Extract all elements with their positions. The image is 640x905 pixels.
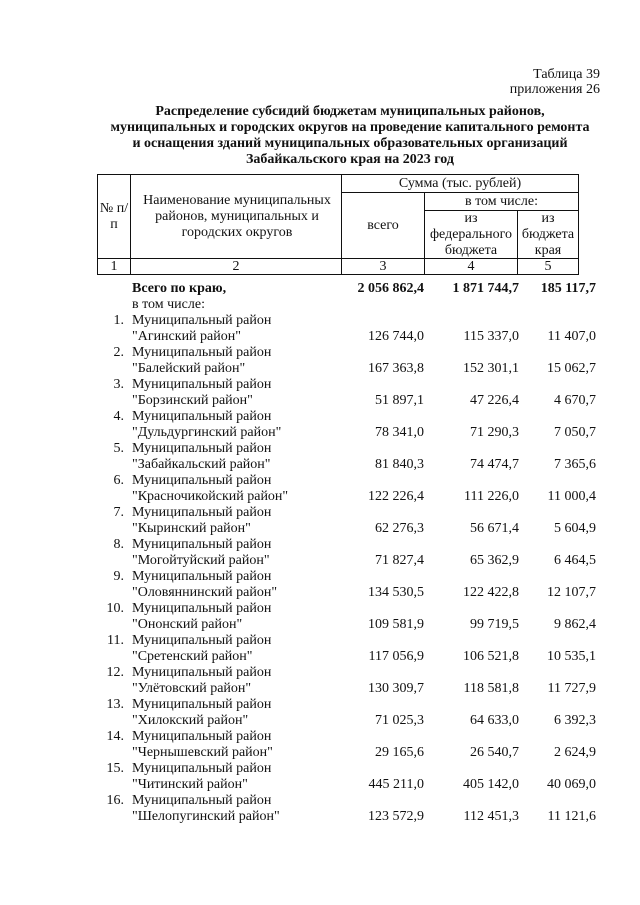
row-name-line2: "Кыринский район" — [132, 521, 251, 536]
row-name-line1: Муниципальный район — [132, 665, 272, 680]
row-total: 445 211,0 — [368, 777, 424, 792]
row-federal: 118 581,8 — [463, 681, 519, 696]
row-total: 51 897,1 — [375, 393, 424, 408]
row-name-line1: Муниципальный район — [132, 537, 272, 552]
row-federal: 65 362,9 — [470, 553, 519, 568]
total-label: Всего по краю, — [132, 281, 227, 296]
title-line: муниципальных и городских округов на проведение капитального ремонта — [110, 120, 590, 135]
row-name-line1: Муниципальный район — [132, 697, 272, 712]
row-name-line2: "Сретенский район" — [132, 649, 253, 664]
row-total: 167 363,8 — [368, 361, 424, 376]
row-number: 8. — [113, 537, 124, 552]
row-name-line1: Муниципальный район — [132, 345, 272, 360]
total-regional: 185 117,7 — [540, 281, 596, 296]
row-total: 29 165,6 — [375, 745, 424, 760]
column-number: 5 — [544, 258, 552, 274]
including-label: в том числе: — [132, 297, 205, 312]
header-num: № п/п — [99, 200, 129, 232]
table-row — [0, 793, 640, 825]
table-number: Таблица 39 — [533, 67, 600, 82]
row-federal: 47 226,4 — [470, 393, 519, 408]
table-row — [0, 505, 640, 537]
row-number: 5. — [113, 441, 124, 456]
row-regional: 15 062,7 — [547, 361, 596, 376]
table-row — [0, 409, 640, 441]
row-name-line1: Муниципальный район — [132, 569, 272, 584]
row-number: 14. — [106, 729, 124, 744]
row-federal: 26 540,7 — [470, 745, 519, 760]
row-regional: 11 407,0 — [547, 329, 596, 344]
row-name-line2: "Могойтуйский район" — [132, 553, 270, 568]
row-name-line1: Муниципальный район — [132, 409, 272, 424]
table-row — [0, 761, 640, 793]
row-total: 134 530,5 — [368, 585, 424, 600]
border-line — [578, 174, 579, 275]
row-federal: 74 474,7 — [470, 457, 519, 472]
row-total: 78 341,0 — [375, 425, 424, 440]
row-total: 117 056,9 — [368, 649, 424, 664]
row-total: 71 827,4 — [375, 553, 424, 568]
header-name: Наименование муниципальных районов, муниципальных и городских округов — [143, 192, 331, 240]
row-name-line2: "Шелопугинский район" — [132, 809, 280, 824]
table-row — [0, 633, 640, 665]
table-row — [0, 313, 640, 345]
row-name-line1: Муниципальный район — [132, 601, 272, 616]
row-regional: 10 535,1 — [547, 649, 596, 664]
row-total: 126 744,0 — [368, 329, 424, 344]
subtotal-note — [0, 297, 640, 313]
row-name-line1: Муниципальный район — [132, 505, 272, 520]
column-number: 2 — [232, 258, 240, 274]
row-total: 123 572,9 — [368, 809, 424, 824]
row-federal: 112 451,3 — [463, 809, 519, 824]
row-federal: 152 301,1 — [463, 361, 519, 376]
row-regional: 40 069,0 — [547, 777, 596, 792]
row-federal: 111 226,0 — [464, 489, 519, 504]
row-number: 10. — [106, 601, 124, 616]
row-federal: 71 290,3 — [470, 425, 519, 440]
row-federal: 64 633,0 — [470, 713, 519, 728]
header-total: всего — [367, 217, 399, 233]
border-line — [97, 274, 579, 275]
row-federal: 99 719,5 — [470, 617, 519, 632]
table-row — [0, 665, 640, 697]
row-name-line2: "Улётовский район" — [132, 681, 252, 696]
column-number: 4 — [467, 258, 475, 274]
row-federal: 56 671,4 — [470, 521, 519, 536]
title-line: Забайкальского края на 2023 год — [246, 152, 454, 167]
table-header — [97, 174, 579, 275]
row-name-line2: "Дульдургинский район" — [132, 425, 282, 440]
table-row — [0, 441, 640, 473]
row-name-line1: Муниципальный район — [132, 793, 272, 808]
row-regional: 6 392,3 — [554, 713, 596, 728]
row-regional: 7 365,6 — [554, 457, 596, 472]
header-regional: из бюджета края — [521, 210, 575, 258]
table-row — [0, 697, 640, 729]
row-number: 16. — [106, 793, 124, 808]
row-regional: 4 670,7 — [554, 393, 596, 408]
row-number: 11. — [107, 633, 124, 648]
row-regional: 11 121,6 — [547, 809, 596, 824]
header-incl: в том числе: — [465, 193, 538, 209]
row-regional: 5 604,9 — [554, 521, 596, 536]
table-row — [0, 537, 640, 569]
column-number: 1 — [110, 258, 118, 274]
row-number: 12. — [106, 665, 124, 680]
title-line: и оснащения зданий муниципальных образовательных организаций — [132, 136, 568, 151]
row-number: 6. — [113, 473, 124, 488]
row-federal: 115 337,0 — [463, 329, 519, 344]
row-name-line2: "Читинский район" — [132, 777, 248, 792]
row-number: 3. — [113, 377, 124, 392]
row-number: 4. — [113, 409, 124, 424]
row-total: 62 276,3 — [375, 521, 424, 536]
table-row — [0, 569, 640, 601]
row-number: 9. — [113, 569, 124, 584]
row-number: 1. — [113, 313, 124, 328]
row-regional: 9 862,4 — [554, 617, 596, 632]
total-sum: 2 056 862,4 — [357, 281, 424, 296]
row-regional: 7 050,7 — [554, 425, 596, 440]
row-regional: 12 107,7 — [547, 585, 596, 600]
row-name-line1: Муниципальный район — [132, 377, 272, 392]
row-number: 2. — [113, 345, 124, 360]
row-name-line2: "Чернышевский район" — [132, 745, 273, 760]
header-federal: из федерального бюджета — [429, 210, 513, 258]
row-name-line1: Муниципальный район — [132, 729, 272, 744]
row-name-line2: "Ононский район" — [132, 617, 243, 632]
row-total: 81 840,3 — [375, 457, 424, 472]
row-name-line2: "Борзинский район" — [132, 393, 253, 408]
header-sum: Сумма (тыс. рублей) — [398, 175, 522, 191]
row-total: 122 226,4 — [368, 489, 424, 504]
row-name-line1: Муниципальный район — [132, 761, 272, 776]
row-total: 130 309,7 — [368, 681, 424, 696]
row-regional: 2 624,9 — [554, 745, 596, 760]
row-name-line2: "Агинский район" — [132, 329, 241, 344]
row-name-line1: Муниципальный район — [132, 441, 272, 456]
row-total: 71 025,3 — [375, 713, 424, 728]
document-title — [90, 104, 610, 168]
row-total: 109 581,9 — [368, 617, 424, 632]
row-regional: 6 464,5 — [554, 553, 596, 568]
row-name-line2: "Хилокский район" — [132, 713, 249, 728]
row-name-line2: "Красночикойский район" — [132, 489, 289, 504]
table-row — [0, 345, 640, 377]
table-row — [0, 473, 640, 505]
table-row — [0, 377, 640, 409]
row-name-line2: "Балейский район" — [132, 361, 246, 376]
row-name-line1: Муниципальный район — [132, 313, 272, 328]
row-federal: 122 422,8 — [463, 585, 519, 600]
row-number: 13. — [106, 697, 124, 712]
table-row — [0, 729, 640, 761]
row-name-line2: "Оловяннинский район" — [132, 585, 278, 600]
row-number: 15. — [106, 761, 124, 776]
total-row — [0, 281, 640, 297]
table-row — [0, 601, 640, 633]
row-regional: 11 727,9 — [547, 681, 596, 696]
row-federal: 405 142,0 — [463, 777, 519, 792]
row-number: 7. — [113, 505, 124, 520]
row-name-line1: Муниципальный район — [132, 633, 272, 648]
total-federal: 1 871 744,7 — [452, 281, 519, 296]
column-number: 3 — [379, 258, 387, 274]
row-regional: 11 000,4 — [547, 489, 596, 504]
row-name-line2: "Забайкальский район" — [132, 457, 271, 472]
row-federal: 106 521,8 — [463, 649, 519, 664]
row-name-line1: Муниципальный район — [132, 473, 272, 488]
appendix-number: приложения 26 — [509, 82, 600, 97]
title-line: Распределение субсидий бюджетам муниципальных районов, — [155, 104, 545, 119]
